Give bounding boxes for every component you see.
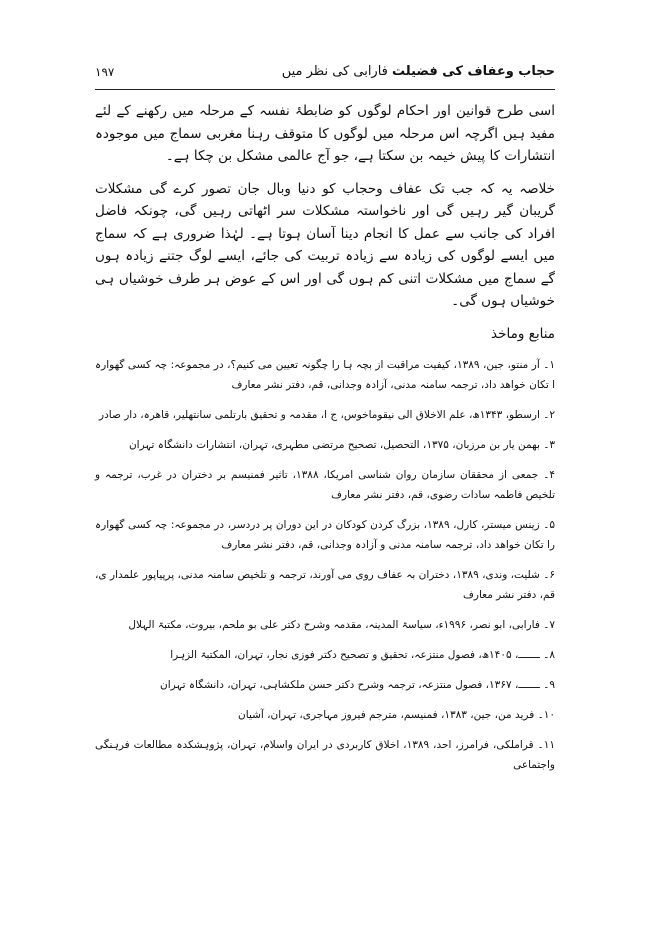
references-list [95,355,555,775]
reference-item: ۱۰۔ فرید من، جین، ۱۳۸۳، فمنیسم، مترجم فیروز مہاجری، تہران، آشیان [238,708,555,721]
reference-item: ۴۔ جمعی از محققان سازمان روان شناسی امریکا، ۱۳۸۸، تاثیر فمنیسم بر دختران در غرب، ترجمہ و تلخیص فاطمہ سادات رضوی، قم، دفتر نشر معارف [95,468,555,501]
reference-item: ۵۔ زینس میستر، کارل، ۱۳۸۹، بزرگ کردن کودکان در این دوران پر دردسر، در مجموعہ: چہ کسی گهوارہ را تکان خواهد داد، ترجمہ سامنہ مدنی و آزادہ وجدانی، قم، دفتر نشر معارف [95,518,555,551]
page-number: ۱۹۷ [95,65,115,79]
header-title-rest: فارابی کی نظر میں [281,64,393,79]
reference-item: ۱۱۔ قراملکی، فرامرز، احد، ۱۳۸۹، اخلاق کاربردی در ایران واسلام، تہران، پژوہشکدہ مطالعات فرہنگی واجتماعی [95,738,555,771]
reference-item: ۸۔ ـــــــ، ۱۴۰۵ھ، فصول منتزعہ، تحقیق و تصحیح دکتر فوزی نجار، تہران، المکتبۃ الزہرا [170,648,555,661]
body-paragraph: خلاصہ یہ کہ جب تک عفاف وحجاب کو دنیا وبال جان تصور کرے گی مشکلات گریبان گیر رہیں گی اور ناخواستہ مشکلات سر اٹھاتی رہیں گی، چونکہ فاضل افراد کی جانب سے عمل کا انجام دینا آسان ہوتا ہے۔ لہٰذا ضروری ہے کہ سماج میں ایسے لوگوں کی زیادہ سے زیادہ تربیت کی جائے، ایسے لوگ جتنے زیادہ ہوں گے سماج میں مشکلات اتنی کم ہوں گی اور اس کے عوض ہر طرف خوشیاں ہی خوشیاں ہوں گی۔ [95,180,555,309]
reference-item: ۶۔ شلیت، وندی، ۱۳۸۹، دختران بہ عفاف روی می آورند، ترجمہ و تلخیص سامنہ مدنی، پرپیاپور علمدار ی، قم، دفتر نشر معارف [95,568,555,601]
header-divider [95,89,555,90]
sources-heading: منابع وماخذ [491,325,555,342]
running-header [95,57,555,87]
reference-item: ۱۔ آر منتو، جین، ۱۳۸۹، کیفیت مراقبت از بچہ ہا را چگونہ تعیین می کنیم؟، در مجموعہ: چہ کسی گھوارہ ا تکان خواهد داد، ترجمہ سامنہ مدنی، آزادہ وجدانی، قم، دفتر نشر معارف [95,358,555,391]
reference-item: ۳۔ بھمن یار بن مرزبان، ۱۳۷۵، التحصیل، تصحیح مرتضی مطہری، تہران، انتشارات دانشگاہ تہران [128,438,555,451]
page-body [95,100,555,785]
body-paragraph: اسی طرح قوانین اور احکام لوگوں کو ضابطۂ نفسہ کے مرحلہ میں رکھنے کے لئے مفید ہیں اگرچہ اس مرحلہ میں لوگوں کا متوقف رہنا مغربی سماج میں موجودہ انتشارات کا پیش خیمہ بن سکتا ہے، جو آج عالمی مشکل بن چکا ہے۔ [95,103,555,164]
reference-item: ۷۔ فارابی، ابو نصر، ۱۹۹۶ء، سیاسۃ المدینہ، مقدمہ وشرح دکتر علی بو ملحم، بیروت، مکتبۃ الہلال [128,618,555,631]
header-title-bold: حجاب وعفاف کی فضیلت [392,64,555,79]
header-title [282,57,555,87]
reference-item: ۹۔ ـــــــ، ۱۳۶۷، فصول منتزعہ، ترجمہ وشرح دکتر حسن ملکشاہی، تہران، دانشگاہ تہران [160,678,555,691]
reference-item: ۲۔ ارسطو، ۱۳۴۳ھ، علم الاخلاق الی نیقوماخوس، ج ا، مقدمہ و تحقیق بارتلمی سانتهلیر، قاهرہ، دار صادر [99,408,555,421]
